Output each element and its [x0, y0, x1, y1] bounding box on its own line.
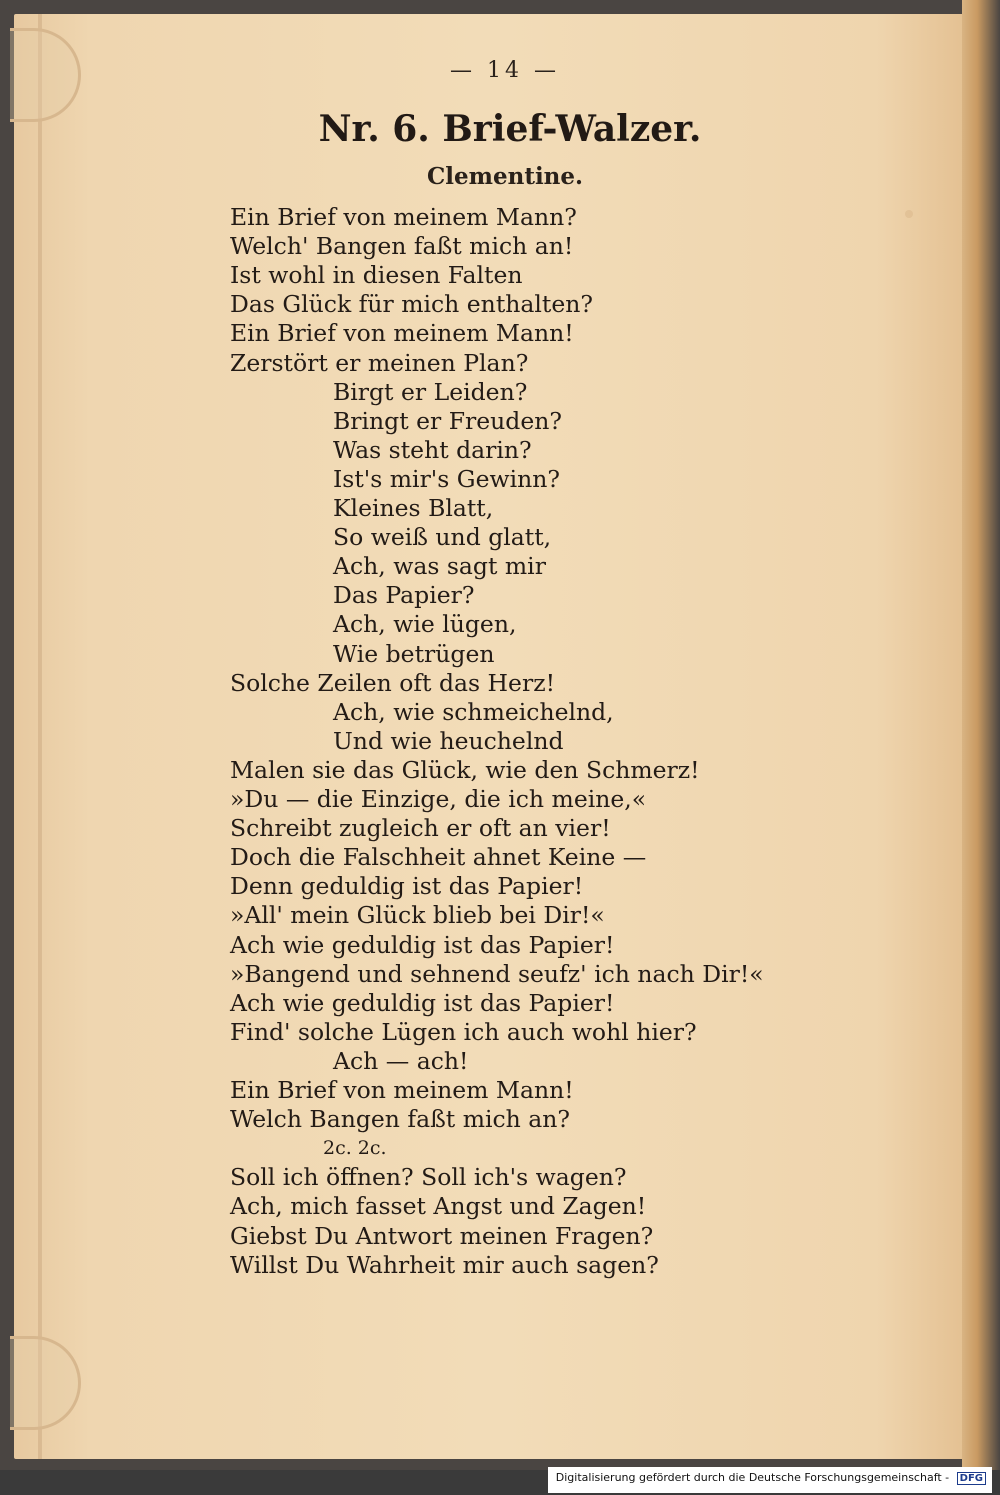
- verse-line: Ach, mich fasset Angst und Zagen!: [230, 1192, 647, 1221]
- verse-line: Welch' Bangen faßt mich an!: [230, 232, 574, 261]
- verse-line: Ach — ach!: [333, 1046, 469, 1075]
- verse-line: Ist's mir's Gewinn?: [333, 464, 560, 493]
- page-number: — 14 —: [450, 58, 560, 83]
- verse-line: Birgt er Leiden?: [333, 377, 528, 406]
- verse-line: Das Papier?: [333, 581, 475, 610]
- verse-line: »Bangend und sehnend seufz' ich nach Dir!«: [230, 959, 764, 988]
- verse-line: »Du — die Einzige, die ich meine,«: [230, 785, 647, 813]
- verse-line: Malen sie das Glück, wie den Schmerz!: [230, 755, 700, 784]
- verse-line: Was steht darin?: [333, 435, 532, 464]
- verse-line: Ach wie geduldig ist das Papier!: [230, 930, 615, 959]
- verse-line: Denn geduldig ist das Papier!: [230, 872, 584, 901]
- paper-spot: [905, 210, 913, 218]
- verse-line: Ach, wie lügen,: [333, 610, 517, 639]
- verse-line: Ist wohl in diesen Falten: [230, 261, 523, 290]
- verse-line: Ach wie geduldig ist das Papier!: [230, 988, 615, 1017]
- digitization-credit: [548, 1467, 992, 1493]
- verse-line: Das Glück für mich enthalten?: [230, 290, 594, 319]
- verse-line: »All' mein Glück blieb bei Dir!«: [230, 901, 605, 930]
- speaker-name: Clementine.: [426, 163, 584, 190]
- verse-line: Soll ich öffnen? Soll ich's wagen?: [230, 1163, 627, 1192]
- verse-line: Doch die Falschheit ahnet Keine —: [230, 843, 647, 872]
- verse-line: Zerstört er meinen Plan?: [230, 348, 529, 377]
- verse-line: Schreibt zugleich er oft an vier!: [230, 814, 611, 843]
- page-gutter: [38, 14, 42, 1459]
- verse-line: Ein Brief von meinem Mann?: [230, 203, 577, 231]
- verse-line: Find' solche Lügen ich auch wohl hier?: [230, 1017, 697, 1046]
- footer-text: Digitalisierung gefördert durch die Deutsche Forschungsgemeinschaft -: [555, 1471, 950, 1484]
- page-edge: [962, 0, 1000, 1470]
- verse-line: Wie betrügen: [333, 639, 495, 668]
- verse-line: Welch Bangen faßt mich an?: [230, 1105, 571, 1134]
- verse-line: Kleines Blatt,: [333, 494, 494, 522]
- verse-line: Willst Du Wahrheit mir auch sagen?: [230, 1250, 659, 1279]
- verse-line: Ein Brief von meinem Mann!: [230, 1076, 574, 1104]
- verse-line: Ach, wie schmeichelnd,: [333, 697, 614, 726]
- verse-line: Bringt er Freuden?: [333, 406, 562, 435]
- verse-line: Und wie heuchelnd: [333, 726, 564, 755]
- verse-line: Ach, was sagt mir: [333, 552, 546, 581]
- dfg-logo: DFG: [957, 1472, 986, 1485]
- verse-line: Solche Zeilen oft das Herz!: [230, 668, 556, 697]
- verse-line: So weiß und glatt,: [333, 523, 552, 552]
- verse-line: Giebst Du Antwort meinen Fragen?: [230, 1221, 654, 1250]
- verse-line: 2c. 2c.: [323, 1137, 387, 1160]
- song-title: Nr. 6. Brief-Walzer.: [318, 108, 702, 150]
- verse-line: Ein Brief von meinem Mann!: [230, 319, 574, 348]
